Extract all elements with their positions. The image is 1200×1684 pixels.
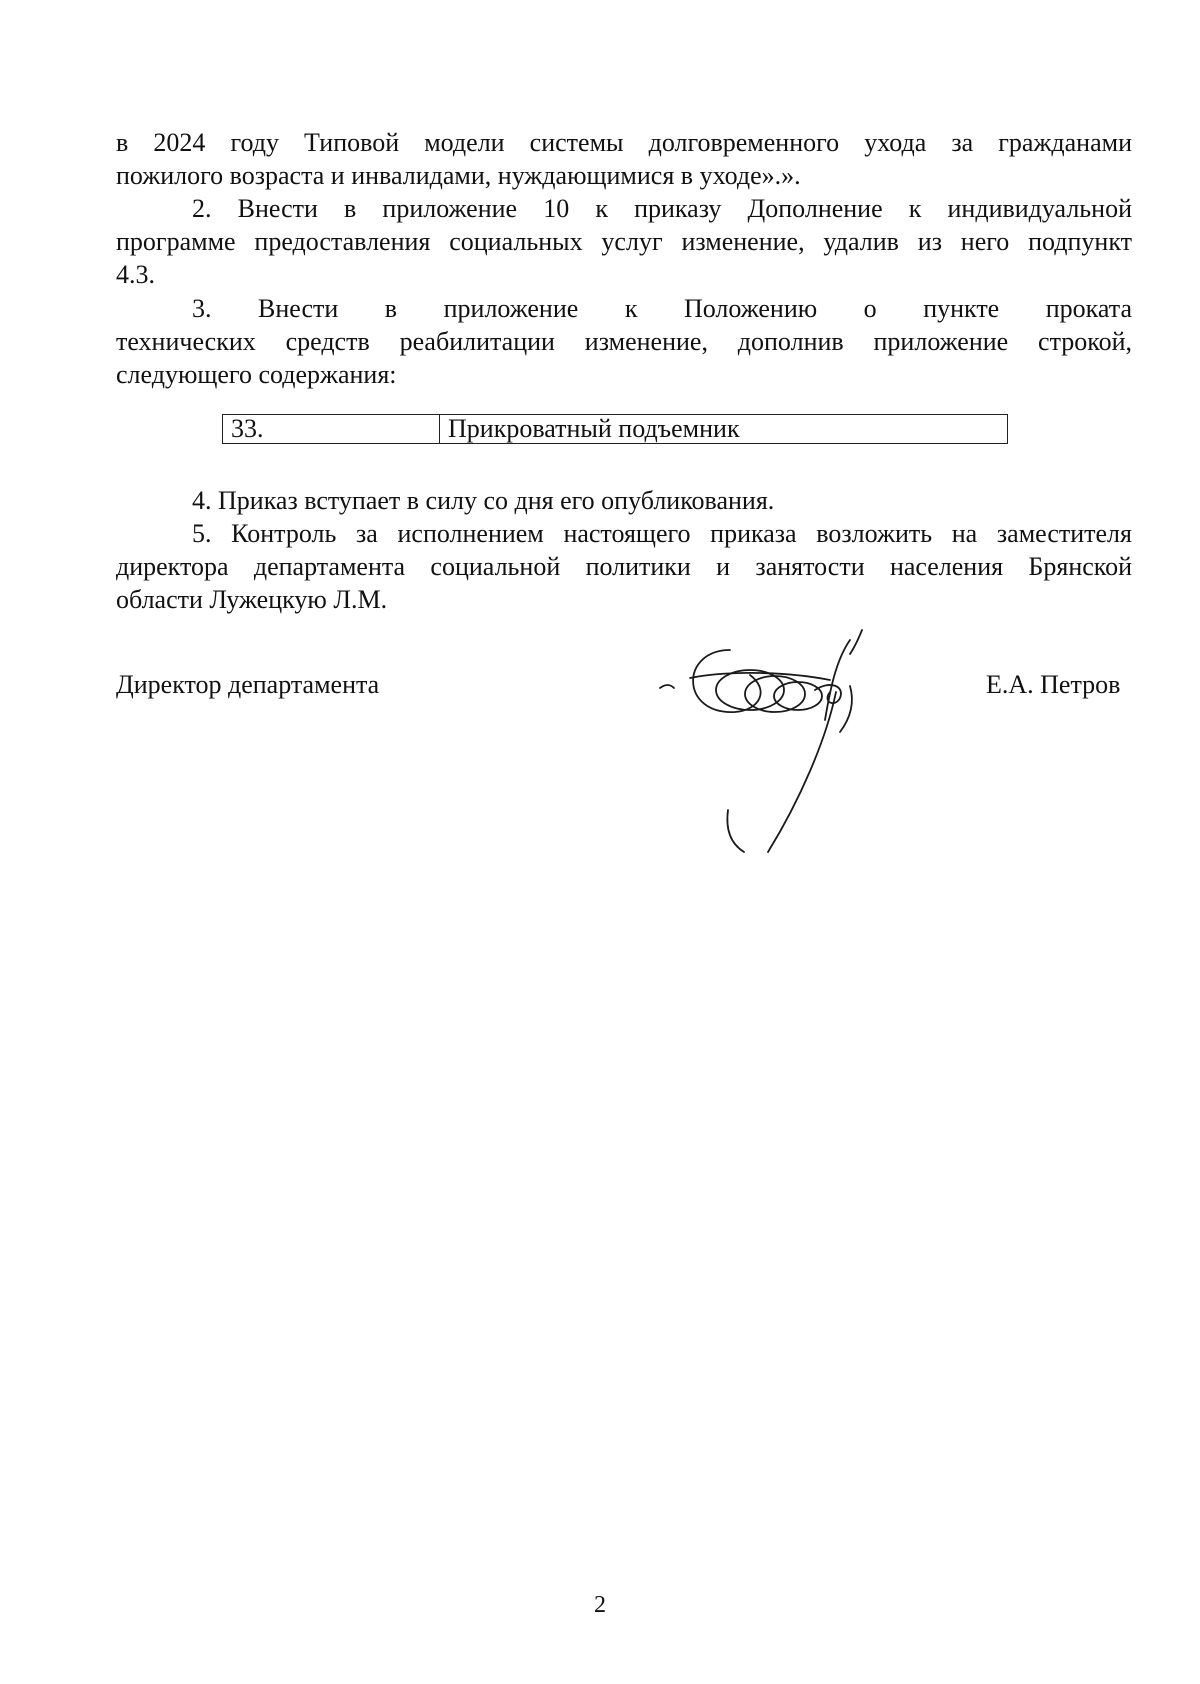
table-row bbox=[223, 415, 1008, 444]
text-line: технических средств реабилитации изменение, дополнив приложение строкой, bbox=[116, 327, 1132, 356]
text-line: 4.3. bbox=[116, 260, 155, 289]
equipment-table bbox=[222, 414, 1008, 444]
text-line: 3. Внести в приложение к Положению о пункте проката bbox=[192, 294, 1132, 323]
paragraph-item-3 bbox=[116, 292, 1132, 391]
text-line: 5. Контроль за исполнением настоящего приказа возложить на заместителя bbox=[192, 519, 1132, 548]
table-cell-item: Прикроватный подъемник bbox=[440, 415, 1008, 444]
text-line: директора департамента социальной политики и занятости населения Брянской bbox=[116, 552, 1132, 581]
page-number: 2 bbox=[594, 1592, 606, 1618]
text-line: 4. Приказ вступает в силу со дня его опубликования. bbox=[192, 486, 775, 515]
table-cell-number: 33. bbox=[223, 415, 440, 444]
handwritten-signature bbox=[640, 620, 930, 870]
paragraph-item-2 bbox=[116, 192, 1132, 291]
signatory-name: Е.А. Петров bbox=[986, 670, 1121, 699]
signatory-title: Директор департамента bbox=[116, 670, 380, 699]
text-line: программе предоставления социальных услуг изменение, удалив из него подпункт bbox=[116, 227, 1132, 256]
paragraph-item-4 bbox=[116, 484, 1132, 517]
text-line: 2. Внести в приложение 10 к приказу Дополнение к индивидуальной bbox=[192, 194, 1132, 223]
text-line: в 2024 году Типовой модели системы долговременного ухода за гражданами bbox=[116, 128, 1132, 157]
text-line: следующего содержания: bbox=[116, 360, 397, 389]
paragraph-item-5 bbox=[116, 517, 1132, 616]
text-line: области Лужецкую Л.М. bbox=[116, 585, 388, 614]
text-line: пожилого возраста и инвалидами, нуждающимися в уходе».». bbox=[116, 161, 801, 190]
paragraph-continuation bbox=[116, 126, 1132, 192]
